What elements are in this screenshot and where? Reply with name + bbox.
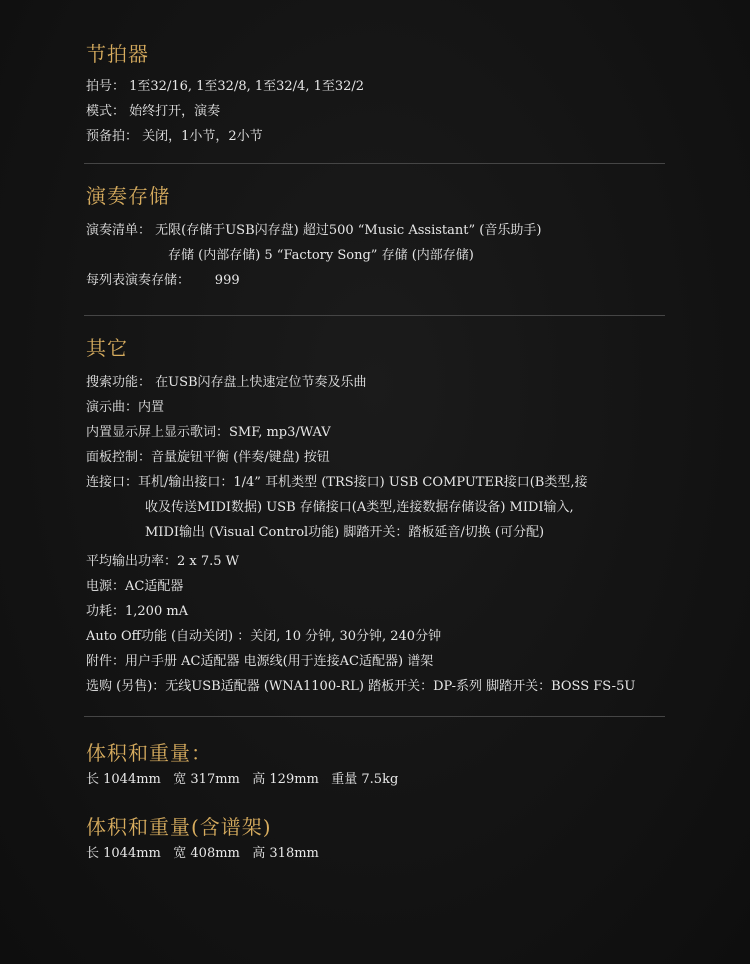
divider bbox=[84, 716, 665, 717]
storage-title: 演奏存储 bbox=[86, 184, 170, 208]
accessories-line: 附件：用户手册 AC适配器 电源线(用于连接AC适配器) 谱架 bbox=[86, 654, 434, 669]
dimensions-stand-section bbox=[86, 813, 666, 866]
metronome-section bbox=[86, 40, 666, 149]
search-function-line: 搜索功能： 在USB闪存盘上快速定位节奏及乐曲 bbox=[86, 375, 367, 390]
dimensions-stand-line: 长 1044mm 宽 408mm 高 318mm bbox=[86, 846, 319, 861]
output-power-line: 平均输出功率：2 x 7.5 W bbox=[86, 554, 240, 569]
playlist-line-cont: 存储 (内部存储) 5 “Factory Song” 存储 (内部存储) bbox=[168, 248, 474, 263]
other-title: 其它 bbox=[86, 336, 128, 360]
auto-off-line: Auto Off功能 (自动关闭) ：关闭, 10 分钟, 30分钟, 240分钟 bbox=[86, 629, 442, 644]
divider bbox=[84, 315, 665, 316]
time-signature-line: 拍号： 1至32/16, 1至32/8, 1至32/4, 1至32/2 bbox=[86, 79, 365, 94]
divider bbox=[84, 163, 665, 164]
count-in-line: 预备拍： 关闭，1小节，2小节 bbox=[86, 129, 263, 144]
power-supply-line: 电源：AC适配器 bbox=[86, 579, 184, 594]
storage-section bbox=[86, 182, 666, 293]
panel-controls-line: 面板控制：音量旋钮平衡 (伴奏/键盘) 按钮 bbox=[86, 450, 330, 465]
dimensions-title: 体积和重量： bbox=[86, 741, 212, 765]
playlist-line: 演奏清单： 无限(存储于USB闪存盘) 超过500 “Music Assistant” (音乐助手) bbox=[86, 223, 542, 238]
other-section bbox=[86, 334, 666, 699]
lyrics-display-line: 内置显示屏上显示歌词：SMF, mp3/WAV bbox=[86, 425, 331, 440]
metronome-title: 节拍器 bbox=[86, 42, 149, 66]
per-list-storage-line: 每列表演奏存储： 999 bbox=[86, 273, 240, 288]
demo-songs-line: 演示曲：内置 bbox=[86, 400, 165, 415]
connectors-line: 连接口：耳机/输出接口：1/4” 耳机类型 (TRS接口) USB COMPUTER接口(B类型,接 bbox=[86, 475, 588, 490]
dimensions-section bbox=[86, 739, 666, 792]
mode-line: 模式： 始终打开，演奏 bbox=[86, 104, 221, 119]
options-line: 选购 (另售)：无线USB适配器 (WNA1100-RL) 踏板开关：DP-系列 脚踏开关：BOSS FS-5U bbox=[86, 679, 636, 694]
dimensions-stand-title: 体积和重量(含谱架) bbox=[86, 815, 272, 839]
connectors-line-cont: MIDI输出 (Visual Control功能) 脚踏开关：踏板延音/切换 (可分配) bbox=[145, 525, 545, 540]
connectors-line-cont: 收及传送MIDI数据) USB 存储接口(A类型,连接数据存储设备) MIDI输入, bbox=[145, 500, 574, 515]
power-consumption-line: 功耗：1,200 mA bbox=[86, 604, 189, 619]
dimensions-line: 长 1044mm 宽 317mm 高 129mm 重量 7.5kg bbox=[86, 772, 399, 787]
